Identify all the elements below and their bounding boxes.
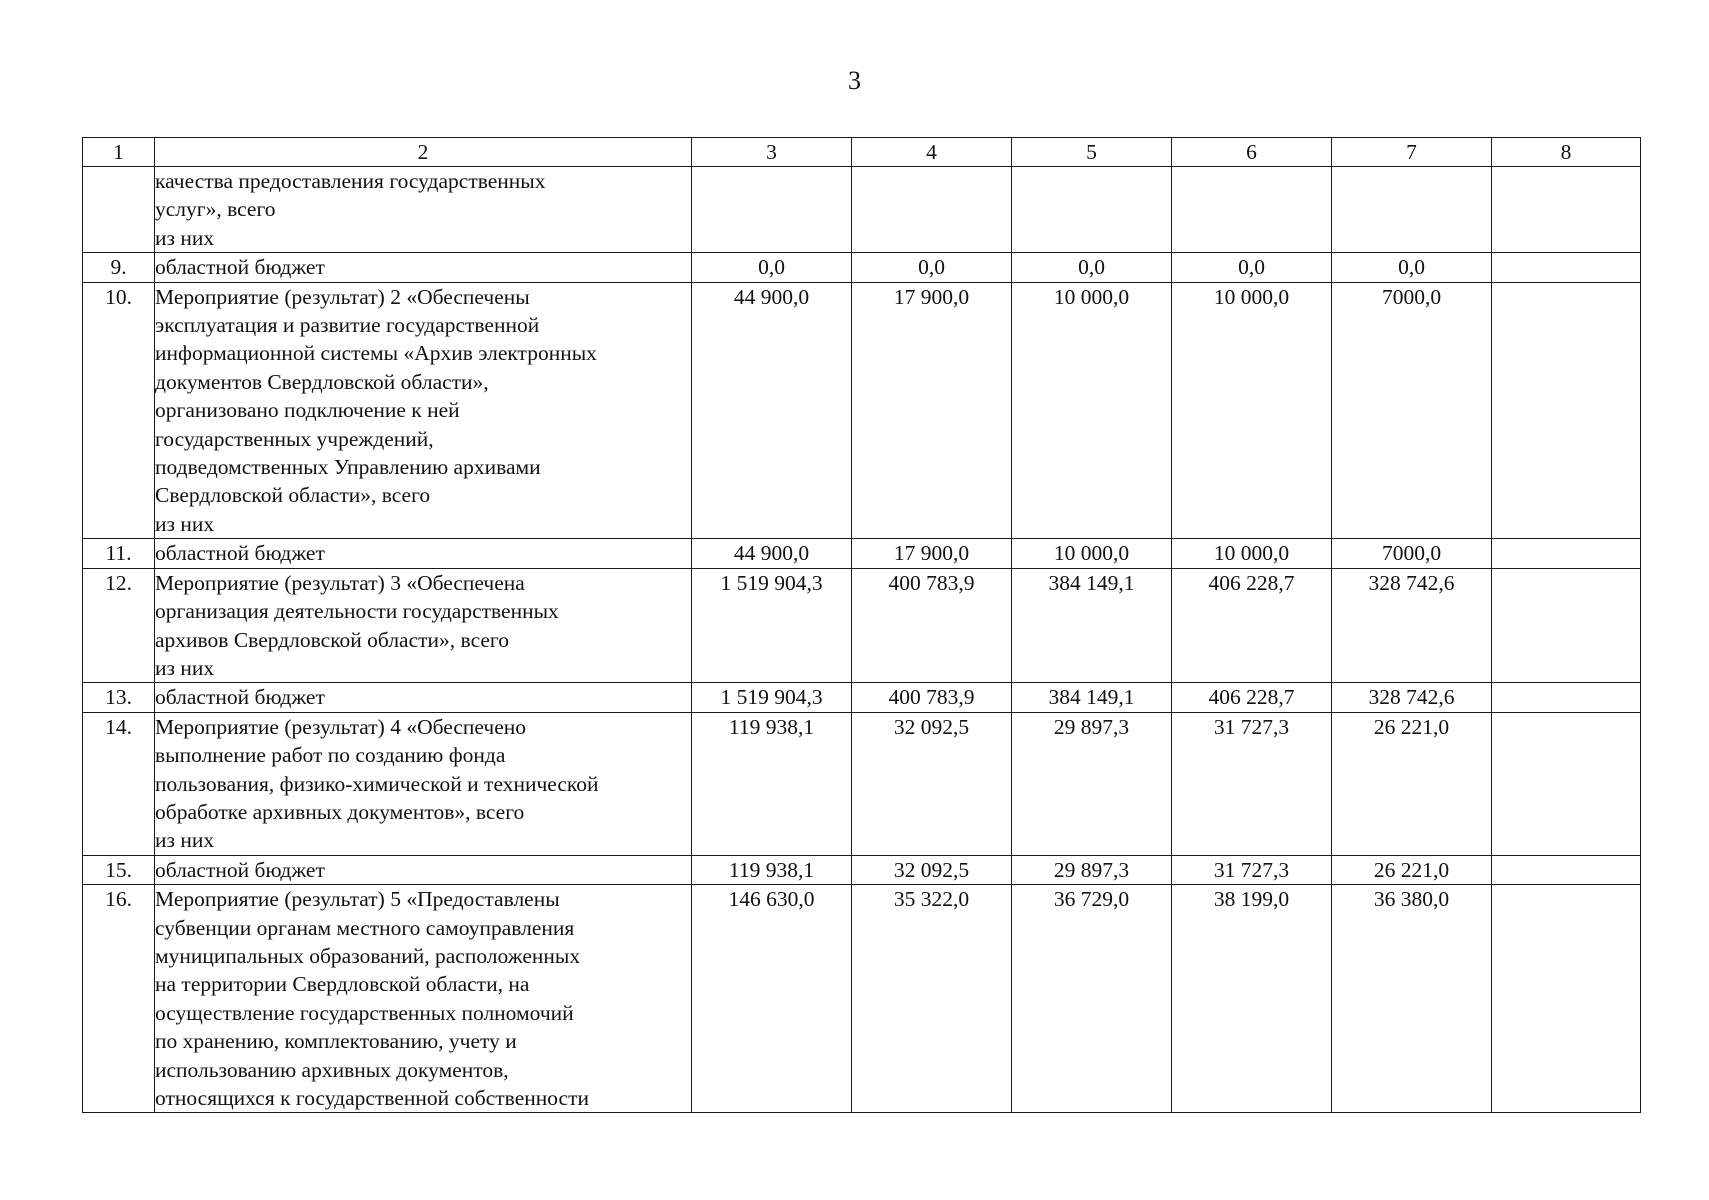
description-line: эксплуатация и развитие государственной bbox=[155, 313, 540, 338]
row-description bbox=[155, 855, 692, 884]
value-cell: 406 228,7 bbox=[1172, 683, 1332, 712]
row-number: 15. bbox=[83, 855, 155, 884]
description-line: субвенции органам местного самоуправления bbox=[155, 915, 575, 940]
value-cell: 44 900,0 bbox=[692, 282, 852, 539]
value-cell: 328 742,6 bbox=[1332, 568, 1492, 683]
description-line: архивов Свердловской области», всего bbox=[155, 627, 509, 652]
description-line: организовано подключение к ней bbox=[155, 398, 460, 423]
description-line: организация деятельности государственных bbox=[155, 599, 559, 624]
description-line: по хранению, комплектованию, учету и bbox=[155, 1029, 517, 1054]
description-line: из них bbox=[155, 828, 215, 853]
value-cell: 0,0 bbox=[1332, 253, 1492, 282]
value-cell: 0,0 bbox=[692, 253, 852, 282]
row-number: 9. bbox=[83, 253, 155, 282]
description-line: использованию архивных документов, bbox=[155, 1057, 509, 1082]
description-line: на территории Свердловской области, на bbox=[155, 972, 530, 997]
value-cell: 384 149,1 bbox=[1012, 683, 1172, 712]
table-row bbox=[83, 712, 1641, 855]
value-cell: 38 199,0 bbox=[1172, 885, 1332, 1113]
description-line: услуг», всего bbox=[155, 197, 276, 222]
table-row bbox=[83, 253, 1641, 282]
row-number: 14. bbox=[83, 712, 155, 855]
description-line: из них bbox=[155, 225, 215, 250]
value-cell: 31 727,3 bbox=[1172, 712, 1332, 855]
value-cell: 29 897,3 bbox=[1012, 712, 1172, 855]
column-8-cell bbox=[1492, 885, 1641, 1113]
description-line: обработке архивных документов», всего bbox=[155, 799, 525, 824]
table-row bbox=[83, 539, 1641, 568]
row-description bbox=[155, 167, 692, 253]
column-8-cell bbox=[1492, 282, 1641, 539]
description-line: Свердловской области», всего bbox=[155, 483, 431, 508]
description-line: документов Свердловской области», bbox=[155, 369, 489, 394]
description-line: областной бюджет bbox=[155, 685, 325, 710]
value-cell: 0,0 bbox=[1172, 253, 1332, 282]
description-line: подведомственных Управлению архивами bbox=[155, 455, 541, 480]
value-cell: 36 729,0 bbox=[1012, 885, 1172, 1113]
column-8-cell bbox=[1492, 568, 1641, 683]
description-line: осуществление государственных полномочий bbox=[155, 1000, 574, 1025]
description-line: Мероприятие (результат) 3 «Обеспечена bbox=[155, 570, 525, 595]
value-cell bbox=[1012, 167, 1172, 253]
value-cell: 10 000,0 bbox=[1172, 282, 1332, 539]
value-cell bbox=[852, 167, 1012, 253]
column-8-cell bbox=[1492, 253, 1641, 282]
value-cell: 44 900,0 bbox=[692, 539, 852, 568]
value-cell: 10 000,0 bbox=[1012, 282, 1172, 539]
row-description bbox=[155, 539, 692, 568]
description-line: муниципальных образований, расположенных bbox=[155, 943, 581, 968]
column-header: 5 bbox=[1012, 138, 1172, 167]
value-cell: 26 221,0 bbox=[1332, 855, 1492, 884]
value-cell: 400 783,9 bbox=[852, 568, 1012, 683]
row-number: 10. bbox=[83, 282, 155, 539]
column-8-cell bbox=[1492, 539, 1641, 568]
table-body bbox=[83, 167, 1641, 1113]
table-row bbox=[83, 683, 1641, 712]
value-cell bbox=[1332, 167, 1492, 253]
table-row bbox=[83, 568, 1641, 683]
column-header: 1 bbox=[83, 138, 155, 167]
row-number: 13. bbox=[83, 683, 155, 712]
description-line: областной бюджет bbox=[155, 255, 325, 280]
value-cell: 0,0 bbox=[1012, 253, 1172, 282]
row-number: 16. bbox=[83, 885, 155, 1113]
description-line: Мероприятие (результат) 4 «Обеспечено bbox=[155, 714, 527, 739]
table-row bbox=[83, 282, 1641, 539]
description-line: областной бюджет bbox=[155, 541, 325, 566]
column-header: 8 bbox=[1492, 138, 1641, 167]
description-line: из них bbox=[155, 511, 215, 536]
column-8-cell bbox=[1492, 167, 1641, 253]
value-cell: 400 783,9 bbox=[852, 683, 1012, 712]
column-header: 7 bbox=[1332, 138, 1492, 167]
column-header: 2 bbox=[155, 138, 692, 167]
description-line: относящихся к государственной собственности bbox=[155, 1086, 589, 1110]
row-description bbox=[155, 282, 692, 539]
column-8-cell bbox=[1492, 683, 1641, 712]
value-cell: 26 221,0 bbox=[1332, 712, 1492, 855]
value-cell: 328 742,6 bbox=[1332, 683, 1492, 712]
value-cell: 17 900,0 bbox=[852, 539, 1012, 568]
description-line: государственных учреждений, bbox=[155, 426, 434, 451]
description-line: из них bbox=[155, 655, 215, 680]
row-description bbox=[155, 712, 692, 855]
column-header: 6 bbox=[1172, 138, 1332, 167]
row-description bbox=[155, 885, 692, 1113]
row-description bbox=[155, 683, 692, 712]
table-row bbox=[83, 855, 1641, 884]
table-row bbox=[83, 885, 1641, 1113]
value-cell: 7000,0 bbox=[1332, 282, 1492, 539]
row-description bbox=[155, 253, 692, 282]
description-line: информационной системы «Архив электронных bbox=[155, 341, 597, 366]
value-cell bbox=[1172, 167, 1332, 253]
value-cell: 36 380,0 bbox=[1332, 885, 1492, 1113]
value-cell: 119 938,1 bbox=[692, 855, 852, 884]
row-description bbox=[155, 568, 692, 683]
budget-table bbox=[82, 137, 1641, 1113]
description-line: Мероприятие (результат) 5 «Предоставлены bbox=[155, 887, 560, 912]
value-cell: 119 938,1 bbox=[692, 712, 852, 855]
description-line: качества предоставления государственных bbox=[155, 169, 546, 193]
value-cell: 1 519 904,3 bbox=[692, 568, 852, 683]
description-line: выполнение работ по созданию фонда bbox=[155, 743, 506, 768]
value-cell: 32 092,5 bbox=[852, 712, 1012, 855]
column-header: 4 bbox=[852, 138, 1012, 167]
table-row bbox=[83, 167, 1641, 253]
description-line: Мероприятие (результат) 2 «Обеспечены bbox=[155, 284, 530, 309]
value-cell: 32 092,5 bbox=[852, 855, 1012, 884]
value-cell: 35 322,0 bbox=[852, 885, 1012, 1113]
value-cell: 384 149,1 bbox=[1012, 568, 1172, 683]
value-cell: 146 630,0 bbox=[692, 885, 852, 1113]
value-cell: 17 900,0 bbox=[852, 282, 1012, 539]
row-number: 12. bbox=[83, 568, 155, 683]
column-header-row bbox=[83, 138, 1641, 167]
description-line: областной бюджет bbox=[155, 857, 325, 882]
row-number: 11. bbox=[83, 539, 155, 568]
value-cell: 406 228,7 bbox=[1172, 568, 1332, 683]
description-line: пользования, физико-химической и технической bbox=[155, 771, 599, 796]
value-cell: 10 000,0 bbox=[1012, 539, 1172, 568]
value-cell: 7000,0 bbox=[1332, 539, 1492, 568]
column-header: 3 bbox=[692, 138, 852, 167]
value-cell: 31 727,3 bbox=[1172, 855, 1332, 884]
row-number bbox=[83, 167, 155, 253]
page-number: 3 bbox=[848, 66, 861, 95]
column-8-cell bbox=[1492, 855, 1641, 884]
value-cell: 0,0 bbox=[852, 253, 1012, 282]
column-8-cell bbox=[1492, 712, 1641, 855]
value-cell bbox=[692, 167, 852, 253]
value-cell: 10 000,0 bbox=[1172, 539, 1332, 568]
value-cell: 29 897,3 bbox=[1012, 855, 1172, 884]
value-cell: 1 519 904,3 bbox=[692, 683, 852, 712]
